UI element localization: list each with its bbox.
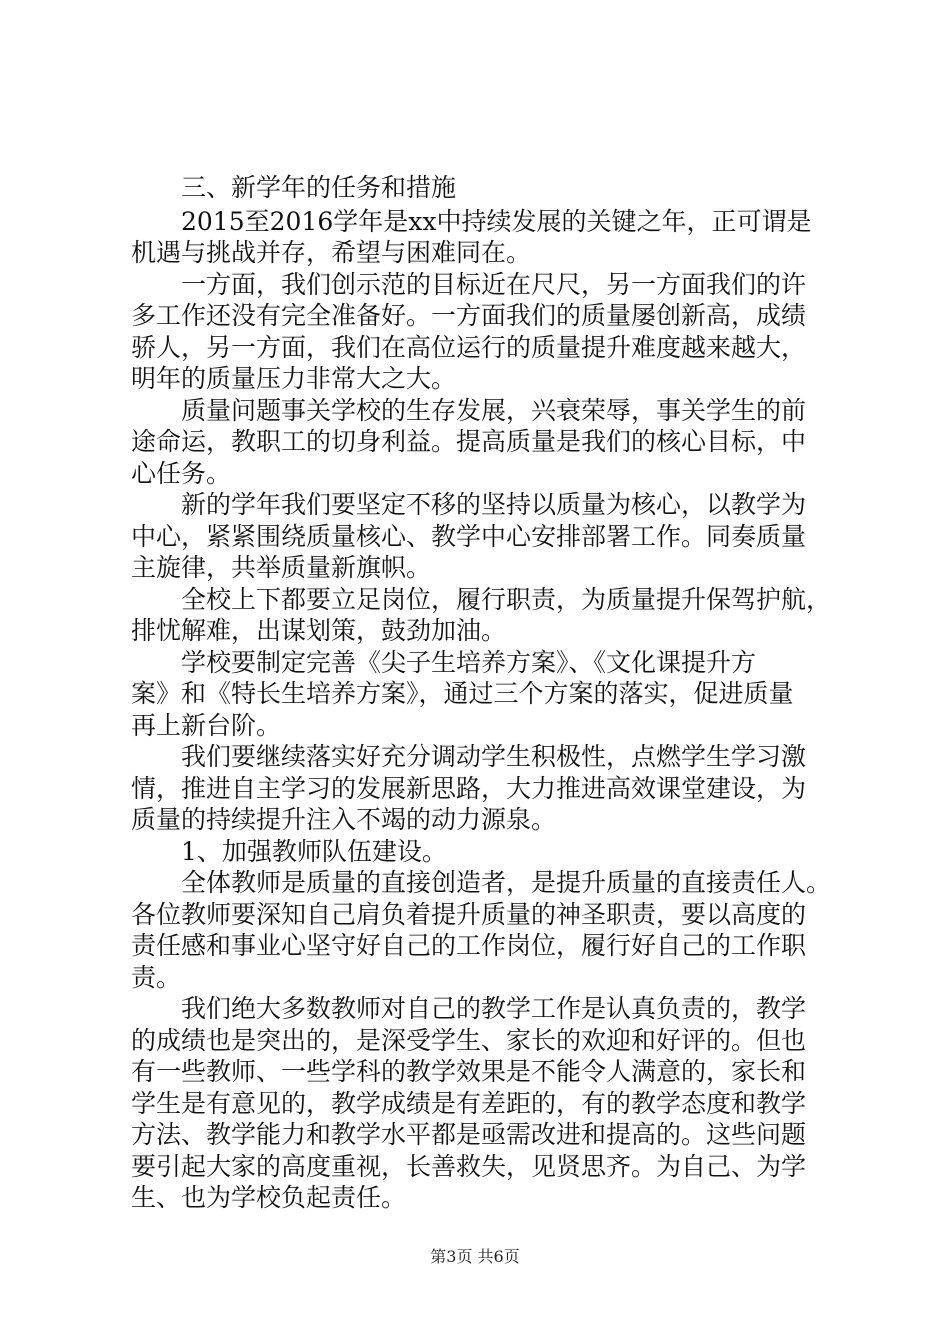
text-line: 中心，紧紧围绕质量核心、教学中心安排部署工作。同奏质量 [131, 522, 807, 551]
text-line: 排忧解难，出谋划策，鼓劲加油。 [131, 616, 507, 645]
text-line: 的成绩也是突出的，是深受学生、家长的欢迎和好评的。但也 [131, 1026, 807, 1055]
text-line: 我们要继续落实好充分调动学生积极性，点燃学生学习激 [131, 742, 807, 771]
text-line: 机遇与挑战并存，希望与困难同在。 [131, 238, 532, 267]
text-line: 质量问题事关学校的生存发展，兴衰荣辱，事关学生的前 [131, 396, 807, 425]
text-line: 1、加强教师队伍建设。 [131, 837, 447, 866]
text-line: 责。 [131, 963, 182, 992]
text-line: 骄人，另一方面，我们在高位运行的质量提升难度越来越大， [131, 333, 807, 362]
text-line: 质量的持续提升注入不竭的动力源泉。 [131, 805, 557, 834]
page-number-footer: 第3页 共6页 [430, 1247, 520, 1266]
text-line: 明年的质量压力非常大之大。 [131, 364, 457, 393]
text-line: 案》和《特长生培养方案》，通过三个方案的落实，促进质量 [131, 679, 794, 708]
text-line: 一方面，我们创示范的目标近在尺尺，另一方面我们的许 [131, 270, 807, 299]
text-line: 2015至2016学年是xx中持续发展的关键之年，正可谓是 [131, 207, 812, 236]
text-line: 有一些教师、一些学科的教学效果是不能令人满意的，家长和 [131, 1057, 807, 1086]
text-line: 学校要制定完善《尖子生培养方案》、《文化课提升方 [131, 648, 757, 677]
text-line: 责任感和事业心坚守好自己的工作岗位，履行好自己的工作职 [131, 931, 807, 960]
text-line: 生、也为学校负起责任。 [131, 1183, 407, 1212]
text-line: 心任务。 [131, 459, 232, 488]
text-line: 情，推进自主学习的发展新思路，大力推进高效课堂建设，为 [131, 774, 807, 803]
text-line: 全体教师是质量的直接创造者，是提升质量的直接责任人。 [131, 868, 832, 897]
text-line: 三、新学年的任务和措施 [131, 173, 457, 202]
text-line: 各位教师要深知自己肩负着提升质量的神圣职责，要以高度的 [131, 900, 807, 929]
text-line: 新的学年我们要坚定不移的坚持以质量为核心，以教学为 [131, 490, 807, 519]
text-line: 再上新台阶。 [131, 711, 282, 740]
text-line: 我们绝大多数教师对自己的教学工作是认真负责的，教学 [131, 994, 807, 1023]
text-line: 主旋律，共举质量新旗帜。 [131, 553, 432, 582]
text-line: 多工作还没有完全准备好。一方面我们的质量屡创新高，成绩 [131, 301, 807, 330]
text-line: 要引起大家的高度重视，长善救失，见贤思齐。为自己、为学 [131, 1152, 807, 1181]
text-line: 全校上下都要立足岗位，履行职责，为质量提升保驾护航， [131, 585, 832, 614]
text-line: 途命运，教职工的切身利益。提高质量是我们的核心目标，中 [131, 427, 807, 456]
text-line: 学生是有意见的，教学成绩是有差距的，有的教学态度和教学 [131, 1089, 807, 1118]
text-line: 方法、教学能力和教学水平都是亟需改进和提高的。这些问题 [131, 1120, 807, 1149]
